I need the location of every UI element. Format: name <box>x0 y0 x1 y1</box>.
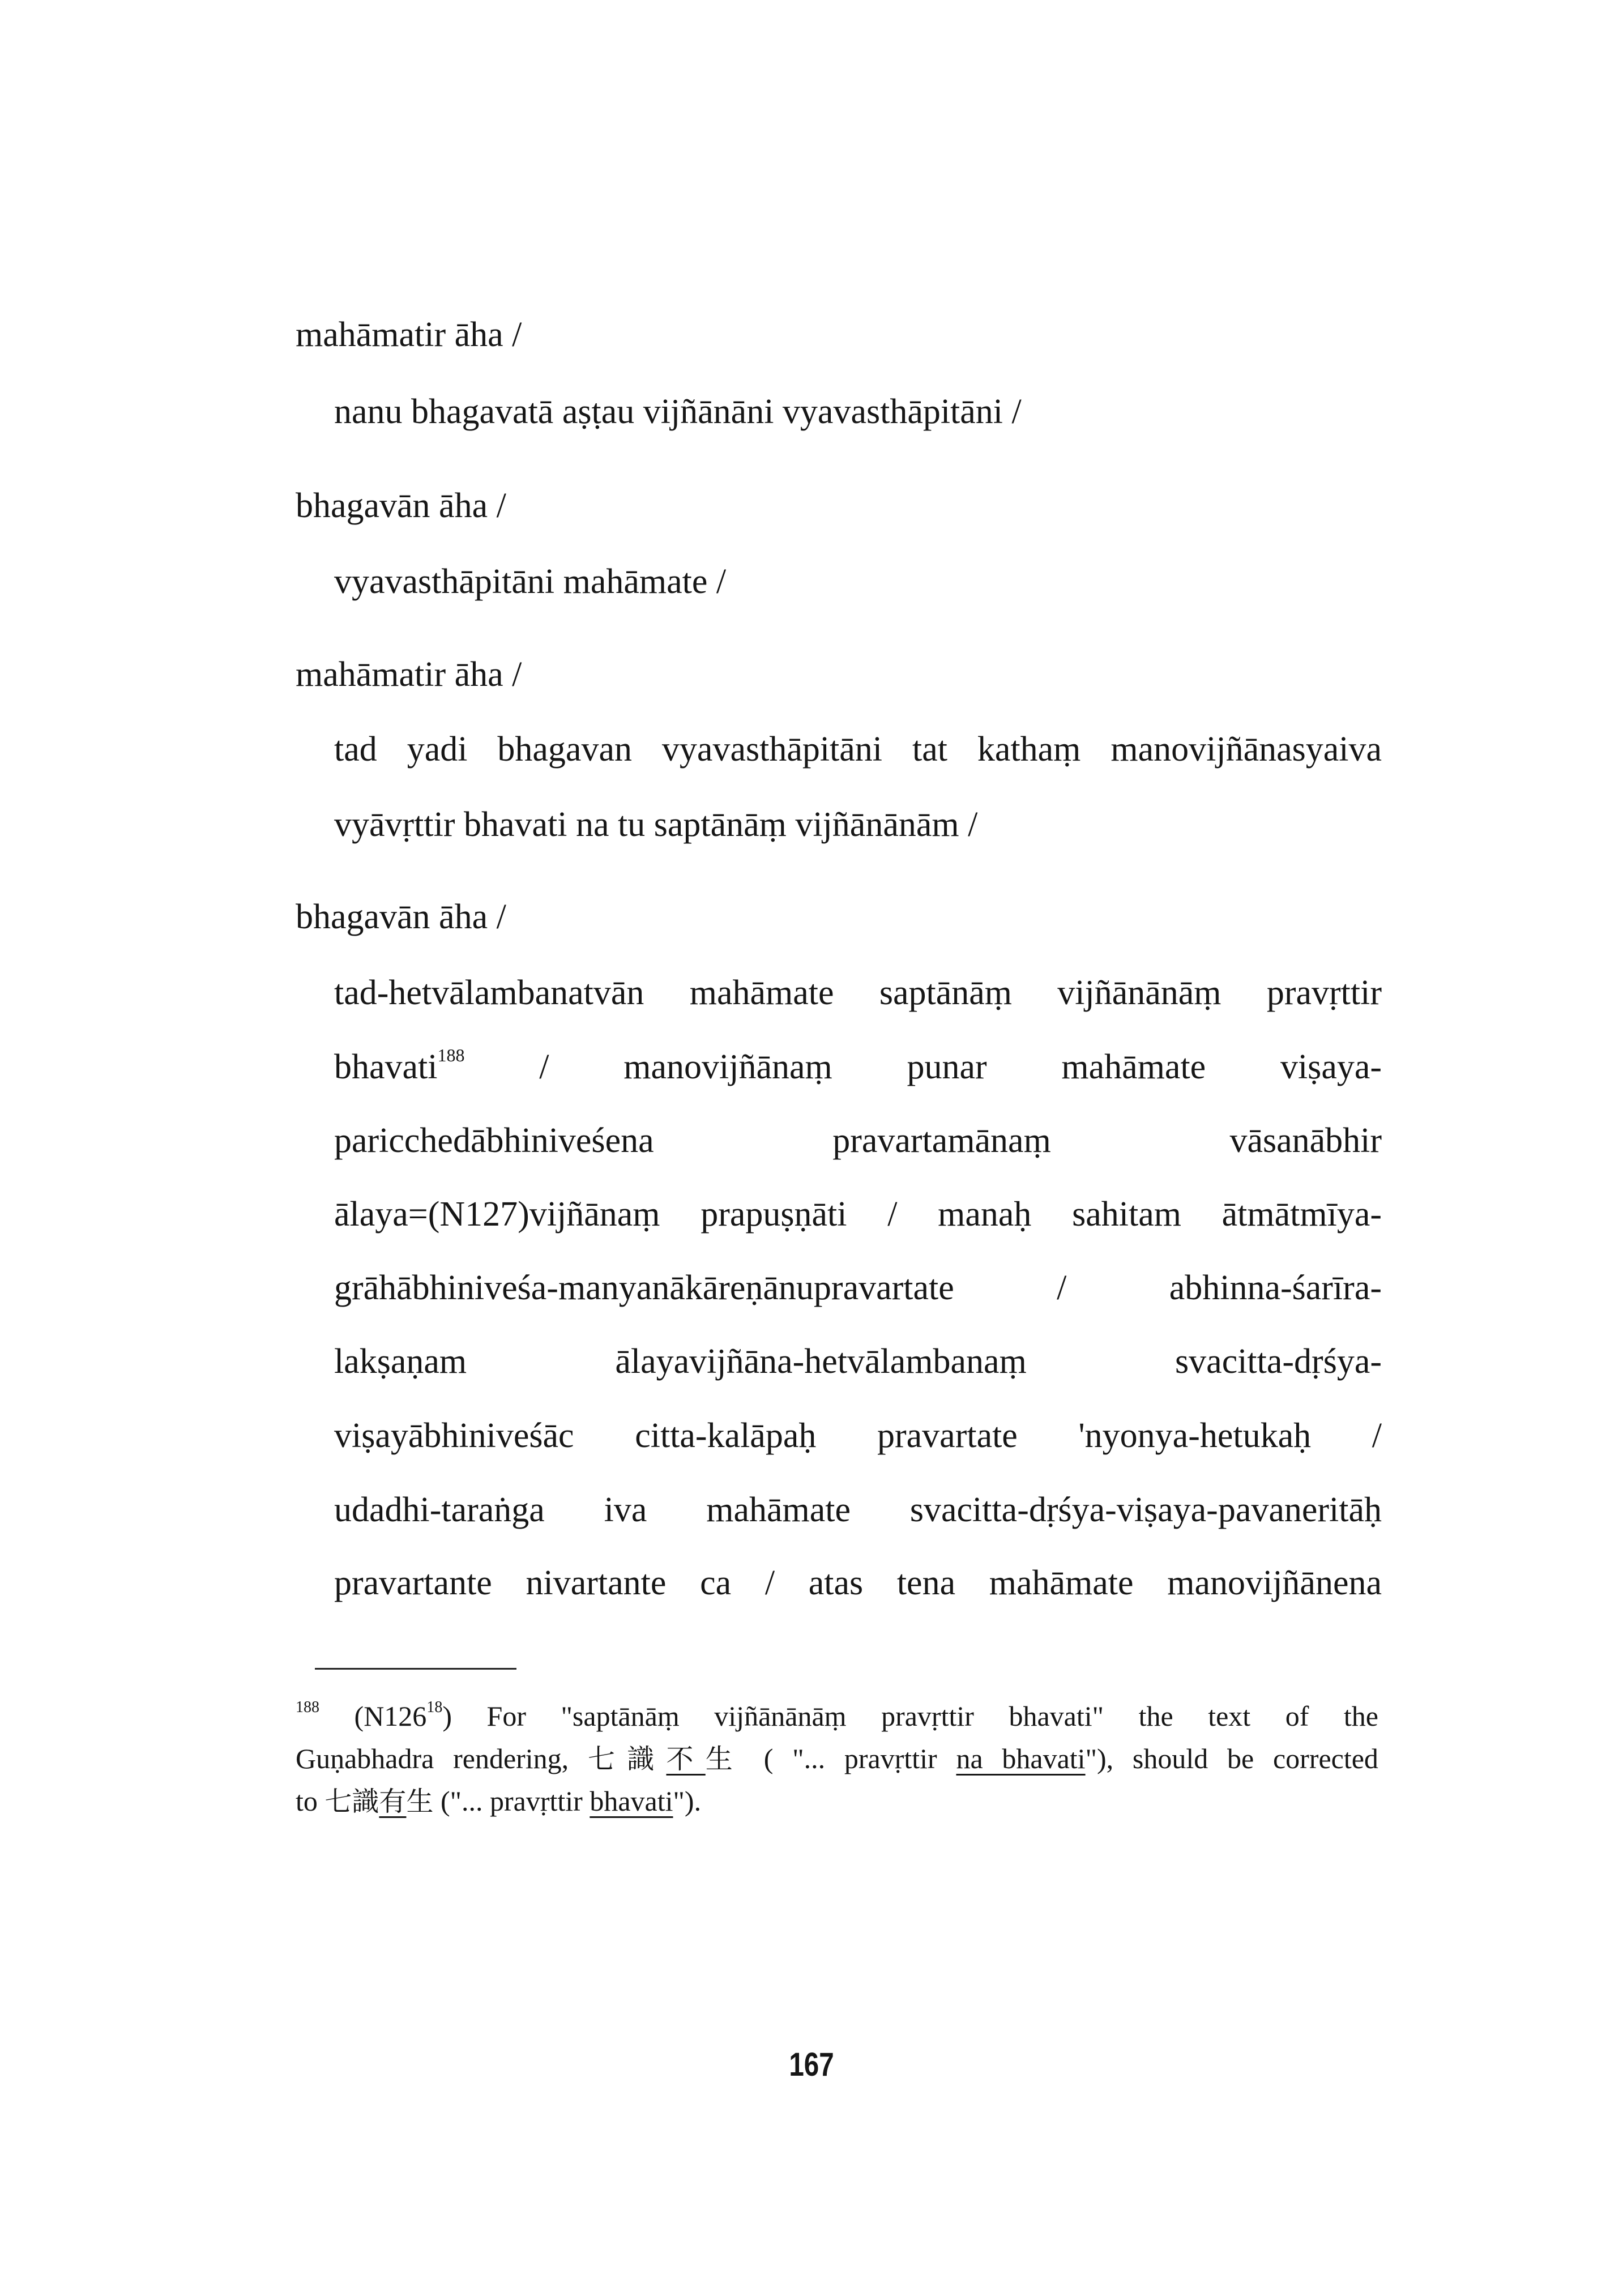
page-number: 167 <box>789 2046 834 2083</box>
text-line: vyāvṛttir bhavati na tu saptānāṃ vijñānānām / <box>334 805 978 844</box>
text-line: tad yadi bhagavan vyavasthāpitāni tat kathaṃ manovijñānasyaiva <box>334 730 1382 769</box>
chinese-text-underlined: 不 <box>666 1743 706 1775</box>
chinese-text: 七識 <box>587 1743 667 1775</box>
speaker-line: bhagavān āha / <box>296 486 506 525</box>
chinese-text: 生 <box>705 1743 745 1775</box>
footnote-fragment: ( "... pravṛttir <box>745 1743 956 1774</box>
text-line <box>334 1045 1382 1086</box>
text-line: pravartante nivartante ca / atas tena mahāmate manovijñānena <box>334 1564 1382 1602</box>
speaker-line: mahāmatir āha / <box>296 655 522 694</box>
text-line: paricchedābhiniveśena pravartamānaṃ vāsanābhir <box>334 1121 1382 1160</box>
speaker-line: bhagavān āha / <box>296 898 506 936</box>
footnote-separator <box>315 1668 516 1670</box>
footnote-line <box>296 1698 1378 1732</box>
footnote-line <box>296 1787 701 1815</box>
footnote-number: 188 <box>296 1698 319 1716</box>
footnote-reference[interactable]: 188 <box>437 1045 465 1065</box>
text-line: ālaya=(N127)vijñānaṃ prapuṣṇāti / manaḥ sahitam ātmātmīya- <box>334 1195 1382 1234</box>
text-line: viṣayābhiniveśāc citta-kalāpaḥ pravartate 'nyonya-hetukaḥ / <box>334 1416 1382 1455</box>
footnote-fragment: "), should be corrected <box>1085 1743 1378 1774</box>
footnote-fragment: Guṇabhadra rendering, <box>296 1743 588 1774</box>
text-line: tad-hetvālambanatvān mahāmate saptānāṃ vijñānānāṃ pravṛttir <box>334 974 1382 1012</box>
footnote-fragment: to <box>296 1785 325 1817</box>
footnote-fragment: "). <box>673 1785 702 1817</box>
text-fragment: / manovijñānaṃ punar mahāmate viṣaya- <box>464 1048 1382 1086</box>
footnote-fragment: (N126 <box>354 1700 427 1732</box>
chinese-text-underlined: 有 <box>379 1786 407 1817</box>
speaker-line: mahāmatir āha / <box>296 315 522 354</box>
underlined-text: na bhavati <box>956 1743 1086 1774</box>
underlined-text: bhavati <box>590 1785 673 1817</box>
footnote-fragment: ) For "saptānāṃ vijñānānāṃ pravṛttir bhavati" the text of the <box>442 1700 1378 1732</box>
footnote-fragment: ("... pravṛttir <box>433 1785 590 1817</box>
footnote-sup: 18 <box>426 1698 443 1716</box>
chinese-text: 七識 <box>324 1786 379 1817</box>
chinese-text: 生 <box>406 1786 434 1817</box>
text-line: udadhi-taraṅga iva mahāmate svacitta-dṛśya-viṣaya-pavaneritāḥ <box>334 1491 1382 1529</box>
text-line: lakṣaṇam ālayavijñāna-hetvālambanaṃ svacitta-dṛśya- <box>334 1342 1382 1381</box>
text-line: grāhābhiniveśa-manyanākāreṇānupravartate / abhinna-śarīra- <box>334 1269 1382 1307</box>
text-fragment: bhavati <box>334 1048 438 1086</box>
footnote-line <box>296 1744 1378 1773</box>
text-line: vyavasthāpitāni mahāmate / <box>334 562 727 601</box>
text-line: nanu bhagavatā aṣṭau vijñānāni vyavasthāpitāni / <box>334 392 1022 431</box>
